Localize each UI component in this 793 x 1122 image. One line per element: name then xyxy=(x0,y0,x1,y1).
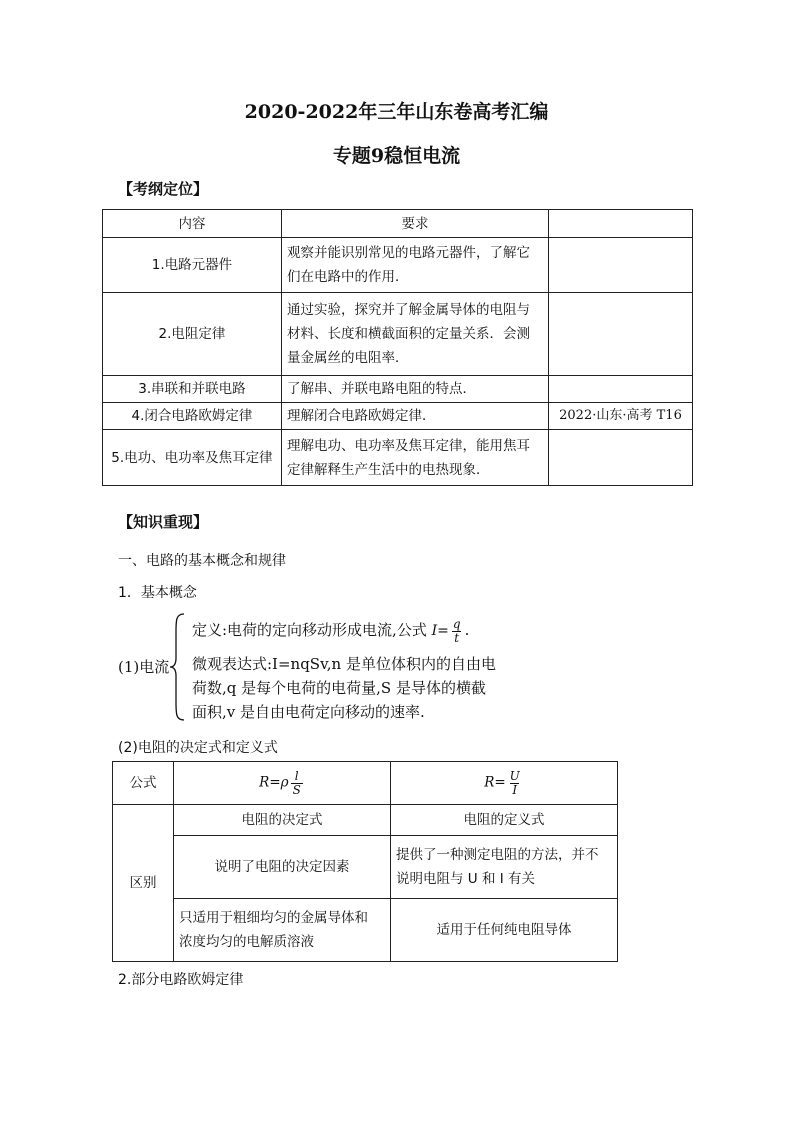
difference-label: 区别 xyxy=(113,805,174,962)
formula-determinative: R=ρ $\frac{l}{S}$ xyxy=(174,762,391,805)
subsection-heading: 1．基本概念 xyxy=(118,585,197,601)
outline-row-requirement: 理解闭合电路欧姆定律． xyxy=(282,403,549,430)
outline-heading: 【考纲定位】 xyxy=(118,180,209,198)
resistance-table xyxy=(112,761,618,962)
outline-header-requirement: 要求 xyxy=(282,210,549,238)
resistance-caption: (2)电阻的决定式和定义式 xyxy=(118,740,278,756)
outline-row-note xyxy=(549,376,693,403)
outline-table xyxy=(102,209,693,486)
outline-row-content: 2.电阻定律 xyxy=(103,293,282,376)
formula-label: 公式 xyxy=(113,762,174,805)
outline-row-requirement: 理解电功、电功率及焦耳定律，能用焦耳 定律解释生产生活中的电热现象． xyxy=(282,430,549,486)
outline-row-note: 2022·山东·高考 T16 xyxy=(549,403,693,430)
knowledge-heading: 【知识重现】 xyxy=(118,513,209,531)
outline-header-note xyxy=(549,210,693,238)
outline-row-requirement: 观察并能识别常见的电路元器件，了解它 们在电路中的作用． xyxy=(282,238,549,293)
table-cell: 适用于任何纯电阻导体 xyxy=(391,899,618,962)
outline-row-note xyxy=(549,238,693,293)
outline-row-note xyxy=(549,430,693,486)
page-title: 2020-2022年三年山东卷高考汇编 xyxy=(244,101,549,123)
formula-definition: R= $\frac{U}{I}$ xyxy=(391,762,618,805)
table-cell: 说明了电阻的决定因素 xyxy=(174,836,391,899)
current-definition: 定义:电荷的定向移动形成电流,公式 I= $\frac{q}{t}$ . xyxy=(192,617,470,645)
subsection-heading: 2.部分电路欧姆定律 xyxy=(118,972,244,988)
table-cell: 电阻的定义式 xyxy=(391,805,618,836)
current-label: (1)电流 xyxy=(118,658,170,676)
outline-row-content: 3.串联和并联电路 xyxy=(103,376,282,403)
outline-row-content: 5.电功、电功率及焦耳定律 xyxy=(103,430,282,486)
outline-row-requirement: 了解串、并联电路电阻的特点． xyxy=(282,376,549,403)
table-cell: 提供了一种测定电阻的方法，并不 说明电阻与 U 和 I 有关 xyxy=(391,836,618,899)
current-micro-line: 微观表达式:I=nqSv,n 是单位体积内的自由电 xyxy=(192,655,496,673)
current-micro-line: 面积,v 是自由电荷定向移动的速率. xyxy=(192,703,425,721)
outline-row-content: 4.闭合电路欧姆定律 xyxy=(103,403,282,430)
left-brace-icon xyxy=(168,612,188,726)
page-subtitle: 专题9稳恒电流 xyxy=(332,145,461,167)
outline-row-content: 1.电路元器件 xyxy=(103,238,282,293)
current-micro-line: 荷数,q 是每个电荷的电荷量,S 是导体的横截 xyxy=(192,679,486,697)
table-cell: 电阻的决定式 xyxy=(174,805,391,836)
section-heading: 一、电路的基本概念和规律 xyxy=(118,553,286,569)
outline-header-content: 内容 xyxy=(103,210,282,238)
outline-row-note xyxy=(549,293,693,376)
outline-row-requirement: 通过实验，探究并了解金属导体的电阻与 材料、长度和横截面积的定量关系．会测 量金属丝的电阻率． xyxy=(282,293,549,376)
table-cell: 只适用于粗细均匀的金属导体和 浓度均匀的电解质溶液 xyxy=(174,899,391,962)
current-formula-fraction: $\frac{q}{t}$ xyxy=(452,617,461,645)
